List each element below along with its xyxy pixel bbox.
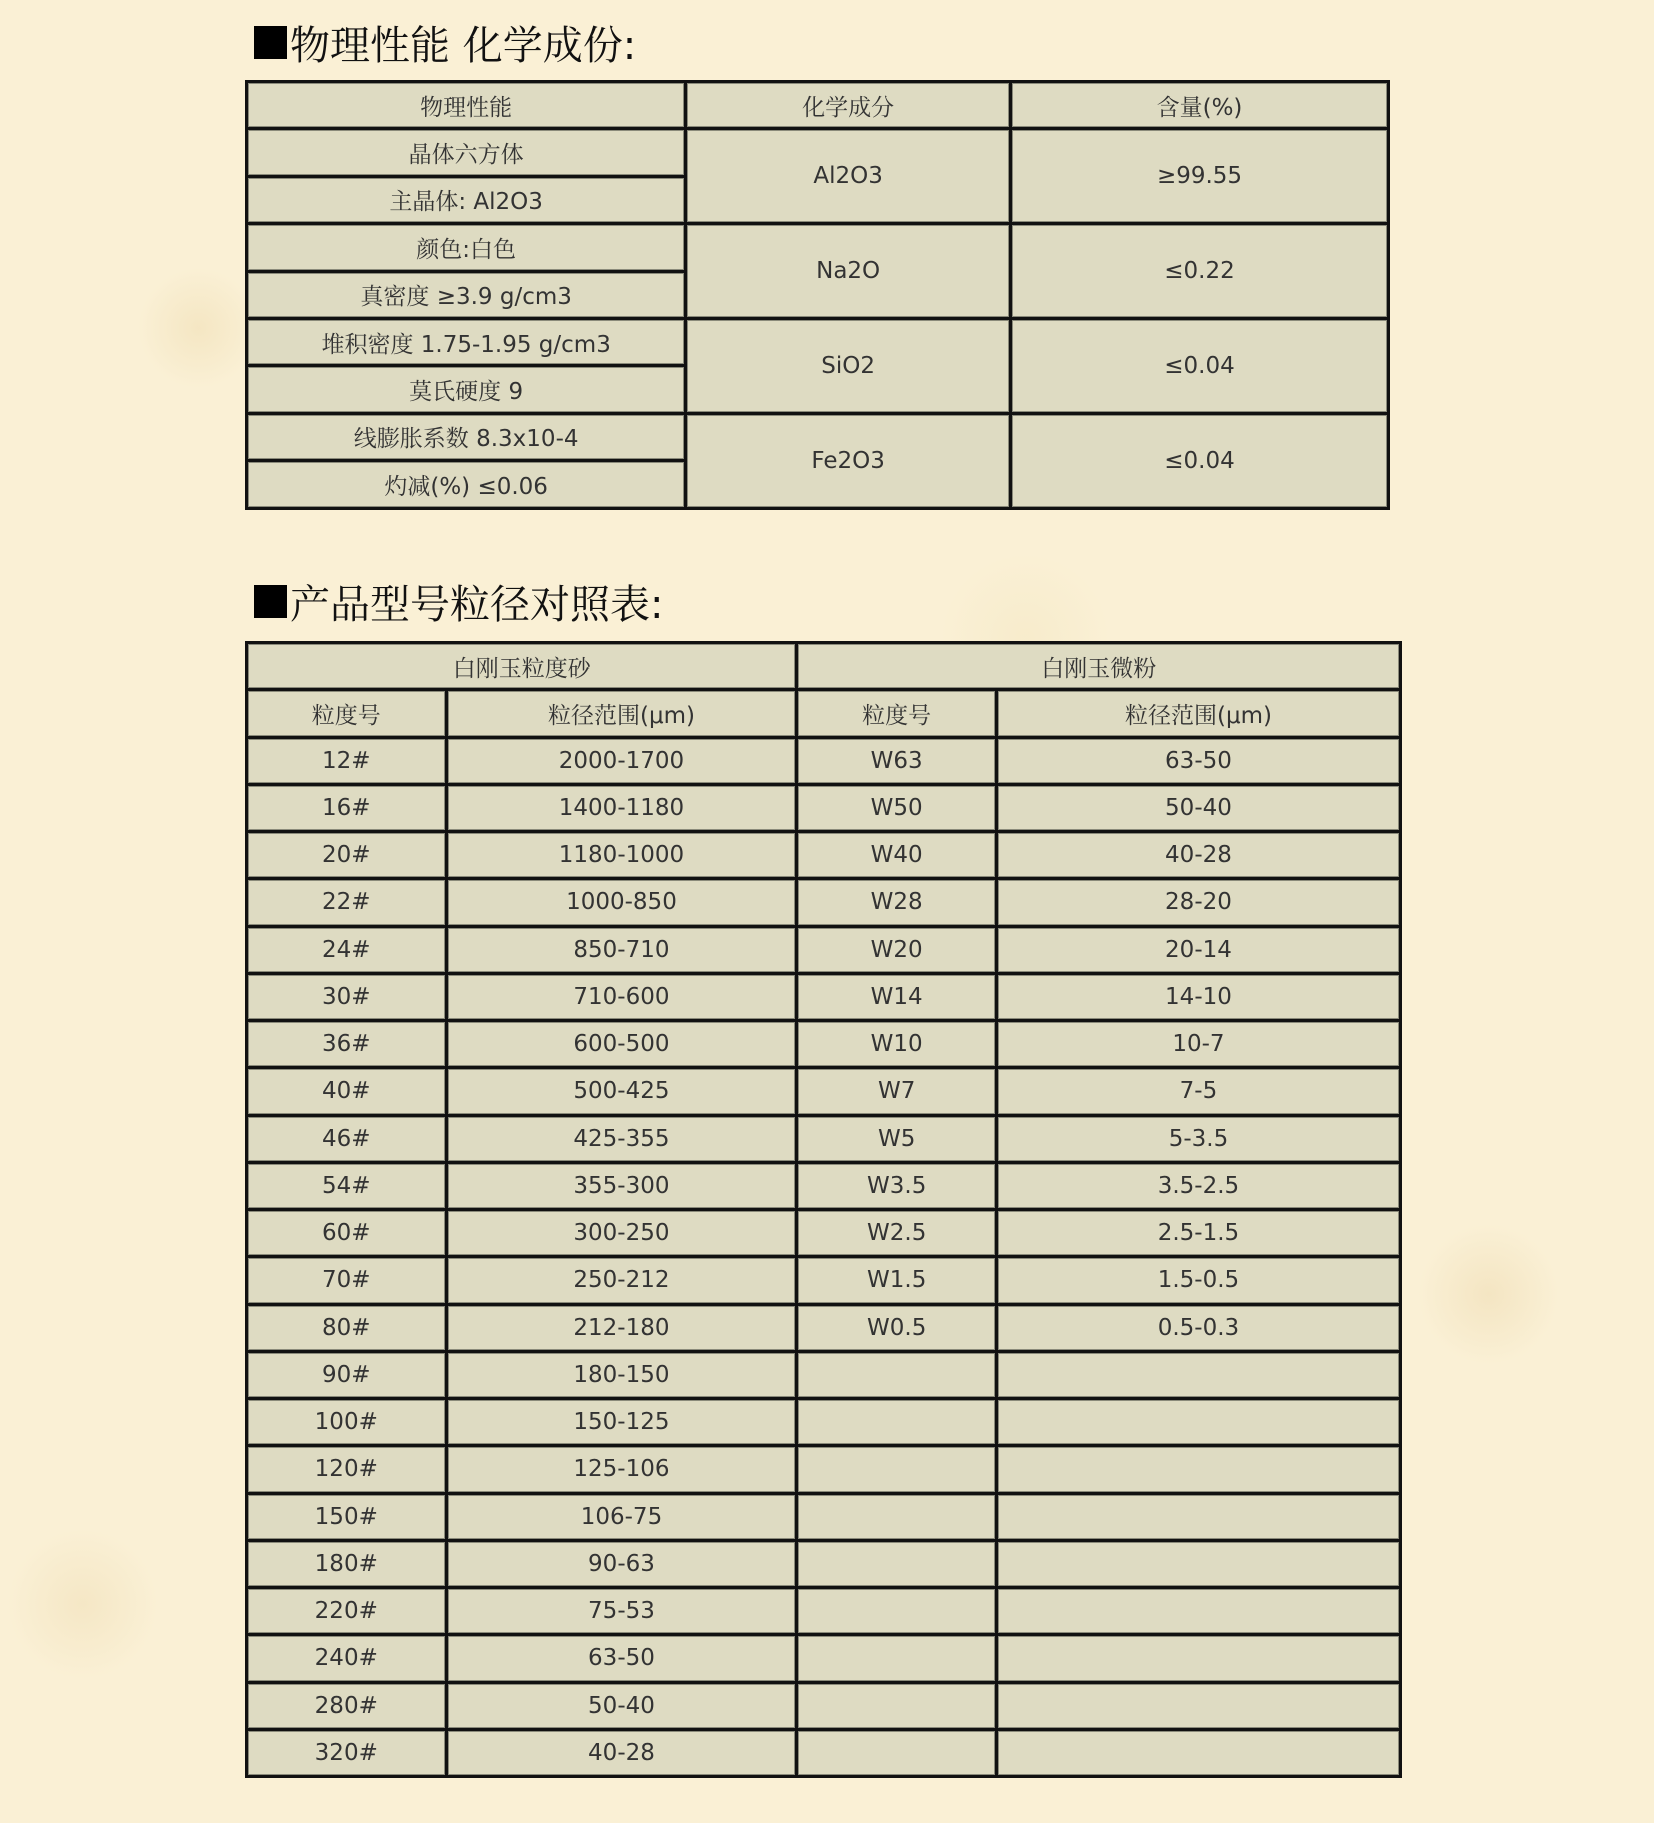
grit-group-header-row (248, 644, 1399, 688)
physical-property-cell: 真密度 ≥3.9 g/cm3 (248, 273, 684, 317)
micro-size-range-cell: 63-50 (998, 739, 1399, 783)
micro-size-range-cell (998, 1589, 1399, 1633)
grit-size-range-cell: 150-125 (448, 1400, 796, 1444)
table-row (248, 1211, 1399, 1255)
physical-chemical-table (245, 80, 1390, 510)
grit-size-title (254, 573, 663, 630)
physical-property-cell: 灼减(%) ≤0.06 (248, 462, 684, 506)
grit-size-range-cell: 212-180 (448, 1306, 796, 1350)
grit-size-range-cell: 600-500 (448, 1022, 796, 1066)
header-grit-number: 粒度号 (248, 691, 445, 735)
grit-size-range-cell: 850-710 (448, 928, 796, 972)
grit-size-range-cell: 500-425 (448, 1069, 796, 1113)
micro-number-cell: W0.5 (798, 1306, 995, 1350)
grit-size-table (245, 641, 1402, 1778)
table-row (248, 880, 1399, 924)
grit-number-cell: 46# (248, 1117, 445, 1161)
grit-number-cell: 36# (248, 1022, 445, 1066)
content-percent-cell: ≤0.22 (1012, 225, 1387, 317)
grit-size-range-cell: 63-50 (448, 1636, 796, 1680)
grit-number-cell: 22# (248, 880, 445, 924)
grit-number-cell: 12# (248, 739, 445, 783)
grit-size-range-cell: 90-63 (448, 1542, 796, 1586)
grit-size-range-cell: 425-355 (448, 1117, 796, 1161)
physical-header-row (248, 83, 1387, 127)
table-row (248, 1353, 1399, 1397)
grit-size-range-cell: 1000-850 (448, 880, 796, 924)
micro-number-cell: W2.5 (798, 1211, 995, 1255)
header-chemical-component: 化学成分 (687, 83, 1009, 127)
grit-number-cell: 54# (248, 1164, 445, 1208)
physical-row (248, 415, 1387, 459)
table-row (248, 1636, 1399, 1680)
table-row (248, 833, 1399, 877)
content-percent-cell: ≤0.04 (1012, 415, 1387, 507)
micro-number-cell: W63 (798, 739, 995, 783)
table-row (248, 786, 1399, 830)
micro-size-range-cell (998, 1636, 1399, 1680)
physical-row (248, 130, 1387, 174)
grit-number-cell: 70# (248, 1258, 445, 1302)
header-white-fused-alumina-grit: 白刚玉粒度砂 (248, 644, 795, 688)
physical-property-cell: 线膨胀系数 8.3x10-4 (248, 415, 684, 459)
micro-size-range-cell (998, 1400, 1399, 1444)
grit-number-cell: 30# (248, 975, 445, 1019)
table-row (248, 1164, 1399, 1208)
grit-size-range-cell: 250-212 (448, 1258, 796, 1302)
micro-number-cell (798, 1589, 995, 1633)
chemical-component-cell: Fe2O3 (687, 415, 1009, 507)
black-square-bullet-icon (254, 585, 287, 618)
micro-size-range-cell (998, 1495, 1399, 1539)
micro-number-cell: W5 (798, 1117, 995, 1161)
grit-number-cell: 240# (248, 1636, 445, 1680)
grit-number-cell: 60# (248, 1211, 445, 1255)
micro-number-cell: W3.5 (798, 1164, 995, 1208)
grit-number-cell: 220# (248, 1589, 445, 1633)
micro-number-cell (798, 1400, 995, 1444)
micro-number-cell: W10 (798, 1022, 995, 1066)
table-row (248, 739, 1399, 783)
grit-number-cell: 150# (248, 1495, 445, 1539)
micro-size-range-cell: 50-40 (998, 786, 1399, 830)
grit-number-cell: 90# (248, 1353, 445, 1397)
chemical-component-cell: SiO2 (687, 320, 1009, 412)
grit-size-range-cell: 2000-1700 (448, 739, 796, 783)
micro-size-range-cell: 20-14 (998, 928, 1399, 972)
content-percent-cell: ≥99.55 (1012, 130, 1387, 222)
micro-number-cell (798, 1353, 995, 1397)
micro-number-cell: W20 (798, 928, 995, 972)
black-square-bullet-icon (254, 26, 287, 59)
micro-size-range-cell (998, 1447, 1399, 1491)
micro-number-cell (798, 1447, 995, 1491)
grit-number-cell: 100# (248, 1400, 445, 1444)
grit-number-cell: 20# (248, 833, 445, 877)
grit-number-cell: 280# (248, 1684, 445, 1728)
micro-size-range-cell: 2.5-1.5 (998, 1211, 1399, 1255)
header-physical-property: 物理性能 (248, 83, 684, 127)
grit-size-range-cell: 180-150 (448, 1353, 796, 1397)
header-micro-size-range: 粒径范围(μm) (998, 691, 1399, 735)
header-grit-size-range: 粒径范围(μm) (448, 691, 796, 735)
table-row (248, 1542, 1399, 1586)
table-row (248, 1400, 1399, 1444)
table-row (248, 1684, 1399, 1728)
grit-number-cell: 80# (248, 1306, 445, 1350)
micro-size-range-cell (998, 1684, 1399, 1728)
grit-size-range-cell: 50-40 (448, 1684, 796, 1728)
header-content-percent: 含量(%) (1012, 83, 1387, 127)
micro-number-cell: W28 (798, 880, 995, 924)
grit-size-range-cell: 710-600 (448, 975, 796, 1019)
table-row (248, 1069, 1399, 1113)
chemical-component-cell: Al2O3 (687, 130, 1009, 222)
micro-number-cell: W50 (798, 786, 995, 830)
micro-size-range-cell: 0.5-0.3 (998, 1306, 1399, 1350)
grit-number-cell: 16# (248, 786, 445, 830)
micro-size-range-cell (998, 1542, 1399, 1586)
grit-size-range-cell: 355-300 (448, 1164, 796, 1208)
micro-size-range-cell: 1.5-0.5 (998, 1258, 1399, 1302)
grit-size-range-cell: 40-28 (448, 1731, 796, 1775)
micro-size-range-cell: 5-3.5 (998, 1117, 1399, 1161)
physical-chemical-title (254, 14, 636, 71)
micro-number-cell (798, 1495, 995, 1539)
grit-number-cell: 180# (248, 1542, 445, 1586)
micro-number-cell: W14 (798, 975, 995, 1019)
micro-number-cell (798, 1636, 995, 1680)
micro-size-range-cell: 40-28 (998, 833, 1399, 877)
physical-property-cell: 主晶体: Al2O3 (248, 178, 684, 222)
header-white-fused-alumina-micropowder: 白刚玉微粉 (798, 644, 1399, 688)
physical-property-cell: 颜色:白色 (248, 225, 684, 269)
table-row (248, 1306, 1399, 1350)
table-row (248, 1447, 1399, 1491)
grit-number-cell: 24# (248, 928, 445, 972)
chemical-component-cell: Na2O (687, 225, 1009, 317)
grit-number-cell: 120# (248, 1447, 445, 1491)
content-percent-cell: ≤0.04 (1012, 320, 1387, 412)
micro-number-cell (798, 1684, 995, 1728)
physical-property-cell: 晶体六方体 (248, 130, 684, 174)
physical-property-cell: 莫氏硬度 9 (248, 367, 684, 411)
micro-size-range-cell: 3.5-2.5 (998, 1164, 1399, 1208)
grit-sub-header-row (248, 691, 1399, 735)
grit-size-range-cell: 300-250 (448, 1211, 796, 1255)
table-row (248, 1117, 1399, 1161)
grit-size-title-text: 产品型号粒径对照表: (290, 582, 664, 628)
grit-number-cell: 40# (248, 1069, 445, 1113)
grit-size-range-cell: 106-75 (448, 1495, 796, 1539)
micro-number-cell: W40 (798, 833, 995, 877)
micro-size-range-cell: 28-20 (998, 880, 1399, 924)
micro-size-range-cell: 10-7 (998, 1022, 1399, 1066)
table-row (248, 1022, 1399, 1066)
micro-size-range-cell: 14-10 (998, 975, 1399, 1019)
grit-number-cell: 320# (248, 1731, 445, 1775)
table-row (248, 1731, 1399, 1775)
physical-chemical-title-text: 物理性能 化学成份: (290, 23, 637, 69)
grit-size-range-cell: 125-106 (448, 1447, 796, 1491)
grit-size-range-cell: 75-53 (448, 1589, 796, 1633)
table-row (248, 928, 1399, 972)
grit-size-range-cell: 1180-1000 (448, 833, 796, 877)
micro-number-cell: W1.5 (798, 1258, 995, 1302)
physical-row (248, 225, 1387, 269)
physical-row (248, 320, 1387, 364)
micro-size-range-cell (998, 1731, 1399, 1775)
micro-size-range-cell (998, 1353, 1399, 1397)
grit-size-range-cell: 1400-1180 (448, 786, 796, 830)
micro-number-cell (798, 1542, 995, 1586)
header-micro-number: 粒度号 (798, 691, 995, 735)
table-row (248, 1495, 1399, 1539)
table-row (248, 975, 1399, 1019)
table-row (248, 1258, 1399, 1302)
physical-property-cell: 堆积密度 1.75-1.95 g/cm3 (248, 320, 684, 364)
micro-number-cell (798, 1731, 995, 1775)
micro-size-range-cell: 7-5 (998, 1069, 1399, 1113)
micro-number-cell: W7 (798, 1069, 995, 1113)
table-row (248, 1589, 1399, 1633)
